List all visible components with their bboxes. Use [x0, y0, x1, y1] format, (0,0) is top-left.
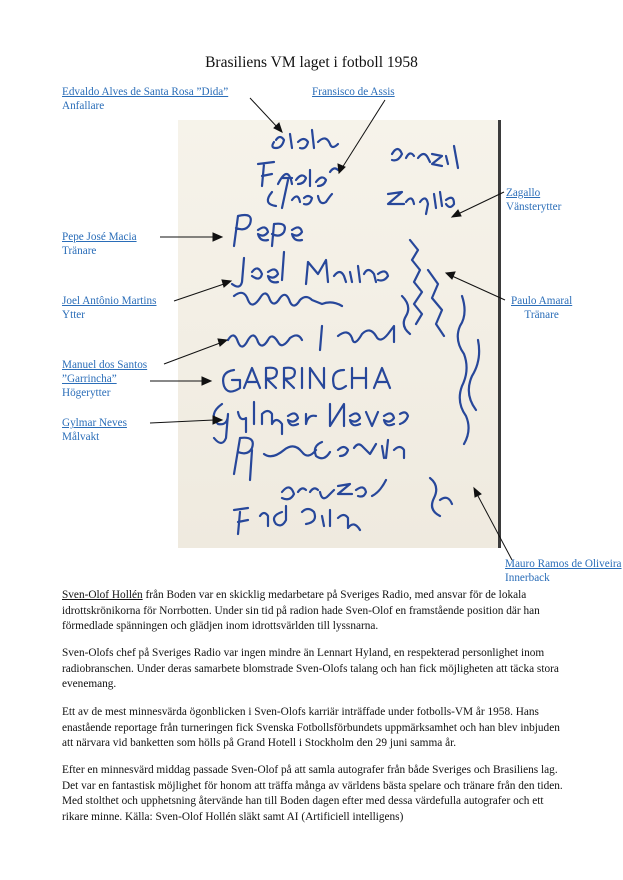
paragraph-2: Sven-Olofs chef på Sveriges Radio var ingen mindre än Lennart Hyland, en respekterad personlighet inom radiobranschen. Under deras samarbete blomstrade Sven-Olofs talang och han fick möjligheten att täcka stora evenemang.	[62, 647, 559, 690]
label-paulo-amaral: Paulo Amaral Tränare	[511, 295, 573, 321]
name-sven-olof: Sven-Olof Hollén	[62, 589, 143, 601]
label-gylmar: Gylmar Neves Målvakt	[62, 417, 127, 443]
paragraph-3: Ett av de mest minnesvärda ögonblicken i Sven-Olofs karriär inträffade under fotbolls-VM år 1958. Hans enastående reportage från turneringen fick Svenska Fotbollsförbundets uppmärksamhet och han blev inbjuden att närvara vid banketten som hölls på Grand Hotell i Stockholm den 29 juni samma år.	[62, 706, 560, 749]
label-mauro-ramos: Mauro Ramos de Oliveira Innerback	[505, 558, 622, 584]
paragraph-4: Efter en minnesvärd middag passade Sven-Olof på att samla autografer från både Sveriges och Brasiliens lag. Det var en fantastisk möjlighet för honom att träffa många av världens bästa spelare och tränare från den tiden. Med stolthet och upphetsning återvände han till Boden dagen efter med dessa värdefulla autografer och ett rikare minne. Källa: Sven-Olof Hollén släkt samt AI (Artificiell intelligens)	[62, 764, 563, 823]
label-pepe: Pepe José Macia Tränare	[62, 231, 137, 257]
page-title: Brasiliens VM laget i fotboll 1958	[205, 54, 418, 71]
label-garrincha: Manuel dos Santos ”Garrincha” Högerytter	[62, 359, 148, 399]
label-assis: Fransisco de Assis	[312, 86, 395, 98]
paragraph-1: Sven-Olof Hollén från Boden var en skicklig medarbetare på Sveriges Radio, med ansvar för de lokala idrottskrönikorna för Norrbotten. Under sin tid på radion hade Sven-Olof en framstående position där han förmedlade spänningen och glädjen inom idrottsvärlden till lyssnarna.	[62, 589, 540, 632]
label-joel-martins: Joel Antônio Martins Ytter	[62, 295, 157, 321]
label-dida: Edvaldo Alves de Santa Rosa ”Dida” Anfallare	[62, 86, 229, 112]
label-zagallo: Zagallo Vänsterytter	[506, 187, 562, 213]
